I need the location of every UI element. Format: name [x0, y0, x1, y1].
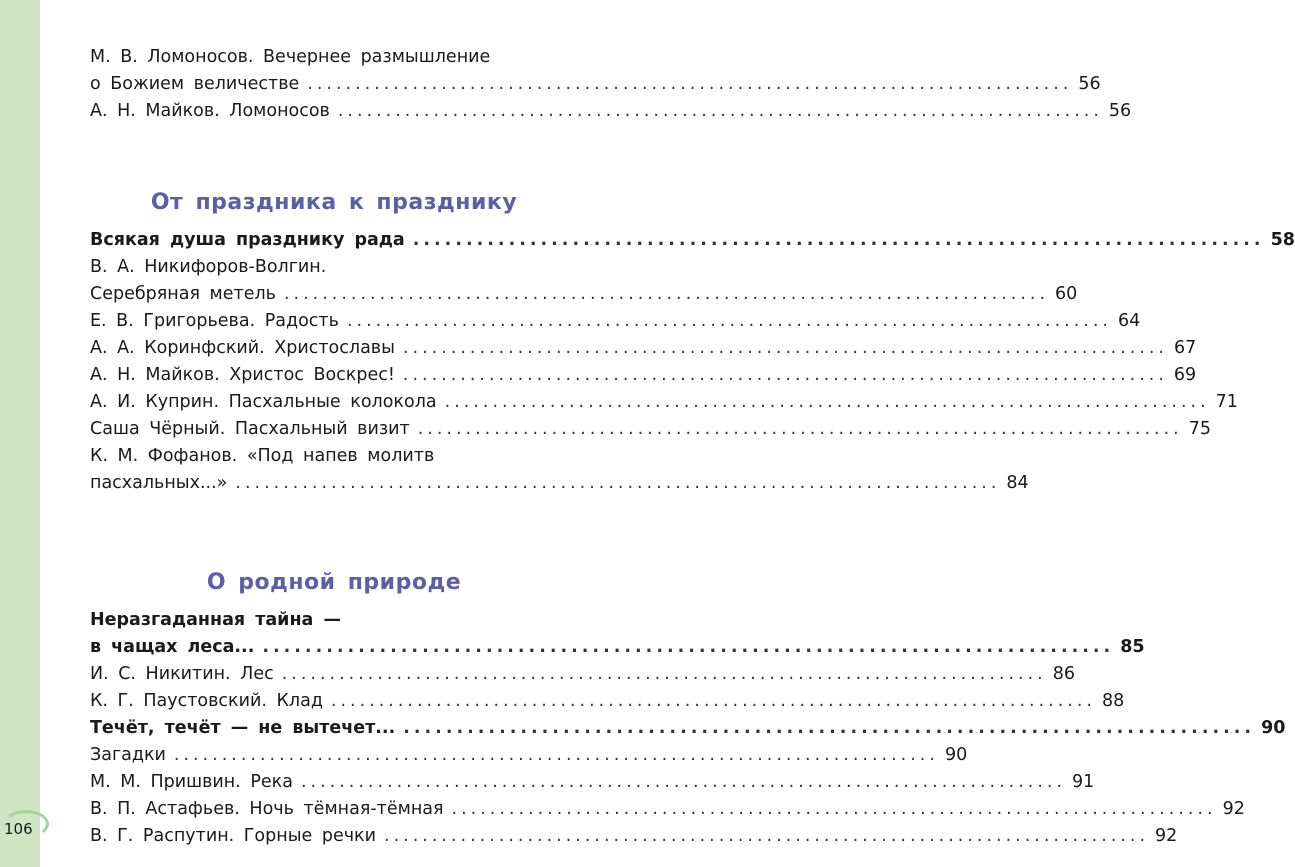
- toc-entry-page: 71: [1215, 392, 1238, 412]
- dot-leader: ................................................................................: [307, 74, 1073, 94]
- dot-leader: ................................................................................: [444, 392, 1210, 412]
- page-number: 106: [4, 820, 33, 838]
- toc-entry-row: [90, 769, 1095, 796]
- toc-entry-title: Всякая душа празднику рада: [90, 230, 405, 250]
- toc-entry-page: 56: [1108, 101, 1132, 121]
- toc-entry-page: 85: [1120, 637, 1145, 657]
- toc-entry: [90, 308, 1141, 335]
- toc-entry-line: Неразгаданная тайна —: [90, 610, 341, 630]
- toc-entry-title: Серебряная метель: [90, 284, 276, 304]
- toc-entry-line: К. М. Фофанов. «Под напев молитв: [90, 446, 435, 466]
- dot-leader: ................................................................................: [173, 745, 939, 765]
- toc-entry: [90, 98, 1132, 125]
- toc-entry-row: [90, 823, 1178, 850]
- toc-entry: [90, 443, 1029, 497]
- toc-entry-page: 69: [1173, 365, 1197, 385]
- toc-entry: [90, 389, 1238, 416]
- dot-leader: ................................................................................: [403, 718, 1256, 738]
- toc-entry-page: 90: [944, 745, 968, 765]
- toc-entry-row: [90, 634, 1145, 661]
- toc-entry: [90, 742, 968, 769]
- toc-entry-title: В. Г. Распутин. Горные речки: [90, 826, 376, 846]
- toc-entry-title: Течёт, течёт — не вытечет...: [90, 718, 396, 738]
- dot-leader: ................................................................................: [412, 230, 1265, 250]
- toc-entry-title: А. А. Коринфский. Христославы: [90, 338, 395, 358]
- toc-entry-title: К. Г. Паустовский. Клад: [90, 691, 323, 711]
- toc-entry-line: В. А. Никифоров-Волгин.: [90, 257, 327, 277]
- toc-entry: [90, 715, 1286, 742]
- dot-leader: ................................................................................: [402, 338, 1168, 358]
- toc-entry-title: М. М. Пришвин. Река: [90, 772, 293, 792]
- toc-entry: [90, 44, 1101, 98]
- toc-entry-page: 84: [1006, 473, 1029, 493]
- toc-entry: [90, 796, 1245, 823]
- toc-entry-line: М. В. Ломоносов. Вечернее размышление: [90, 47, 491, 67]
- toc-entry-row: [90, 661, 1076, 688]
- toc-entry-row: [90, 796, 1245, 823]
- toc-entry: [90, 769, 1095, 796]
- toc-entry-page: 92: [1155, 826, 1178, 846]
- table-of-contents: [90, 44, 1295, 850]
- dot-leader: ................................................................................: [235, 473, 1001, 493]
- toc-entry-page: 67: [1173, 338, 1197, 358]
- toc-entry-page: 92: [1222, 799, 1245, 819]
- toc-entry: [90, 254, 1078, 308]
- toc-entry-row: [90, 227, 1295, 254]
- toc-page: [40, 0, 1295, 867]
- dot-leader: ................................................................................: [417, 419, 1183, 439]
- dot-leader: ................................................................................: [337, 101, 1103, 121]
- toc-entry-title: Е. В. Григорьева. Радость: [90, 311, 339, 331]
- toc-entry-row: [90, 71, 1101, 98]
- section-spacer: [90, 125, 578, 183]
- toc-entry-page: 64: [1117, 311, 1141, 331]
- toc-entry-row: [90, 98, 1132, 125]
- toc-entry-page: 58: [1270, 230, 1295, 250]
- toc-entry-title: о Божием величестве: [90, 74, 300, 94]
- toc-entry-page: 56: [1078, 74, 1101, 94]
- page-number-badge: [0, 810, 40, 844]
- toc-entry-title: В. П. Астафьев. Ночь тёмная-тёмная: [90, 799, 444, 819]
- toc-entry-title: А. Н. Майков. Ломоносов: [90, 101, 330, 121]
- dot-leader: ................................................................................: [281, 664, 1047, 684]
- toc-entry: [90, 607, 1145, 661]
- toc-entry-row: [90, 742, 968, 769]
- toc-entry: [90, 688, 1125, 715]
- toc-entry-page: 86: [1052, 664, 1076, 684]
- toc-entry-page: 60: [1055, 284, 1078, 304]
- dot-leader: ................................................................................: [330, 691, 1096, 711]
- dot-leader: ................................................................................: [300, 772, 1067, 792]
- toc-entry-title: А. Н. Майков. Христос Воскрес!: [90, 365, 395, 385]
- toc-entry: [90, 823, 1178, 850]
- toc-entry-row: [90, 308, 1141, 335]
- toc-entry-page: 90: [1261, 718, 1286, 738]
- toc-entry: [90, 416, 1212, 443]
- toc-entry-title: Загадки: [90, 745, 166, 765]
- toc-entry-page: 88: [1101, 691, 1125, 711]
- toc-entry: [90, 227, 1295, 254]
- dot-leader: ................................................................................: [402, 365, 1168, 385]
- dot-leader: ................................................................................: [283, 284, 1050, 304]
- toc-entry-row: [90, 281, 1078, 308]
- dot-leader: ................................................................................: [384, 826, 1150, 846]
- dot-leader: ................................................................................: [451, 799, 1217, 819]
- toc-entry-title: пасхальных...»: [90, 473, 228, 493]
- toc-entry: [90, 661, 1076, 688]
- toc-entry: [90, 362, 1197, 389]
- toc-entry-title: в чащах леса...: [90, 637, 255, 657]
- section-heading: О родной природе: [206, 570, 462, 595]
- toc-entry-row: [90, 416, 1212, 443]
- toc-entry-title: А. И. Куприн. Пасхальные колокола: [90, 392, 437, 412]
- toc-entry: [90, 335, 1197, 362]
- toc-entry-row: [90, 715, 1286, 742]
- dot-leader: ................................................................................: [262, 637, 1115, 657]
- toc-entry-row: [90, 470, 1029, 497]
- toc-entry-page: 75: [1188, 419, 1212, 439]
- toc-entry-row: [90, 688, 1125, 715]
- toc-entry-page: 91: [1072, 772, 1095, 792]
- toc-entry-title: Саша Чёрный. Пасхальный визит: [90, 419, 410, 439]
- side-color-strip: [0, 0, 40, 867]
- toc-entry-row: [90, 335, 1197, 362]
- toc-entry-row: [90, 389, 1238, 416]
- toc-entry-row: [90, 362, 1197, 389]
- section-heading: От праздника к празднику: [150, 190, 518, 215]
- section-spacer: [90, 497, 578, 563]
- toc-entry-title: И. С. Никитин. Лес: [90, 664, 274, 684]
- dot-leader: ................................................................................: [346, 311, 1112, 331]
